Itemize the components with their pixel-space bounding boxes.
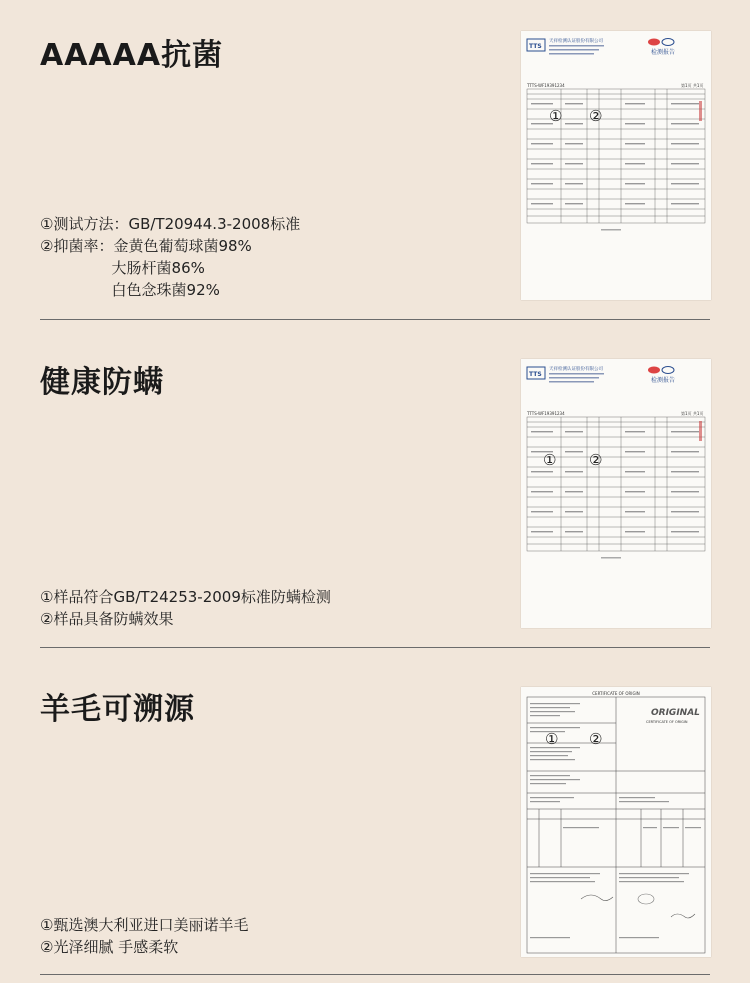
marker-2: ② bbox=[589, 451, 603, 469]
section-wool-traceable bbox=[0, 648, 750, 983]
cert-subtitle: CERTIFICATE OF ORIGIN bbox=[646, 720, 688, 724]
test-report-image bbox=[521, 31, 711, 300]
section-antibacterial bbox=[0, 0, 750, 320]
section-description bbox=[40, 213, 300, 301]
marker-2: ② bbox=[589, 730, 603, 748]
marker-1: ① bbox=[545, 730, 559, 748]
section-title: AAAAA抗菌 bbox=[40, 38, 224, 73]
certificate-of-origin-image bbox=[521, 687, 711, 957]
desc-line: ②抑菌率：金黄色葡萄球菌98% bbox=[40, 237, 252, 255]
section-title: 健康防螨 bbox=[40, 365, 164, 400]
doc-report-no: TTTS-WF19391234 bbox=[527, 83, 565, 88]
doc-page: 第1页 共1页 bbox=[681, 411, 704, 416]
desc-line: ①样品符合GB/T24253-2009标准防螨检测 bbox=[40, 588, 331, 606]
doc-report-title: 检测报告 bbox=[651, 49, 676, 56]
svg-text:TTS: TTS bbox=[529, 371, 542, 378]
section-title: 羊毛可溯源 bbox=[40, 692, 195, 727]
doc-page: 第1页 共1页 bbox=[681, 83, 704, 88]
desc-line: 白色念珠菌92% bbox=[40, 281, 220, 299]
doc-org: 天祥检测认证股份有限公司 bbox=[549, 367, 603, 372]
desc-line: ①甄选澳大利亚进口美丽诺羊毛 bbox=[40, 916, 249, 934]
desc-line: ②样品具备防螨效果 bbox=[40, 610, 174, 628]
doc-report-no: TTTS-WF19391234 bbox=[527, 411, 565, 416]
section-description bbox=[40, 914, 248, 958]
desc-line: 大肠杆菌86% bbox=[40, 259, 205, 277]
divider bbox=[40, 974, 710, 975]
cert-header: CERTIFICATE OF ORIGIN bbox=[592, 691, 640, 696]
desc-line: ②光泽细腻 手感柔软 bbox=[40, 938, 179, 956]
test-report-image bbox=[521, 359, 711, 628]
desc-line: ①测试方法：GB/T20944.3-2008标准 bbox=[40, 215, 301, 233]
cert-stamp: ORIGINAL bbox=[651, 708, 700, 718]
doc-report-title: 检测报告 bbox=[651, 377, 676, 384]
marker-1: ① bbox=[549, 107, 563, 125]
marker-2: ② bbox=[589, 107, 603, 125]
section-anti-mite bbox=[0, 320, 750, 648]
doc-org: 天祥检测认证股份有限公司 bbox=[549, 39, 603, 44]
section-description bbox=[40, 586, 331, 630]
svg-text:TTS: TTS bbox=[529, 43, 542, 50]
marker-1: ① bbox=[543, 451, 557, 469]
